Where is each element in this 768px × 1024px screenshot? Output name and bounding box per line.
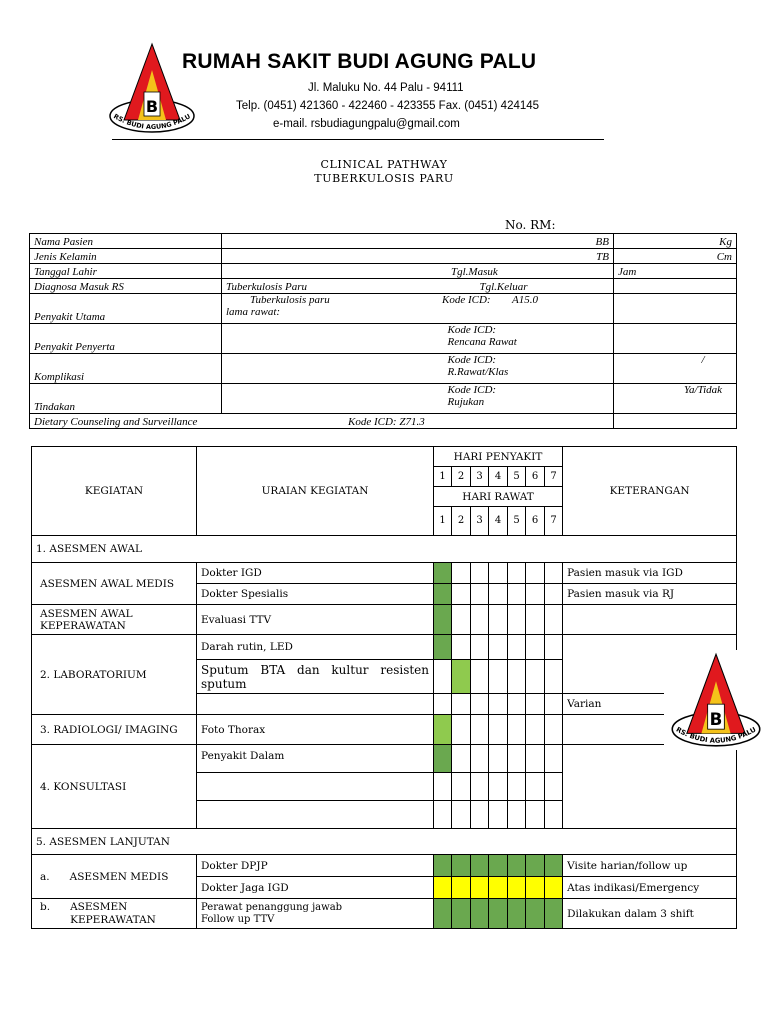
day-cell[interactable] — [545, 660, 563, 694]
hari-penyakit-6: 6 — [526, 467, 545, 487]
col-kegiatan: KEGIATAN — [32, 447, 197, 536]
hari-rawat-5: 5 — [508, 507, 526, 536]
dokter-igd-label: Dokter IGD — [197, 563, 434, 584]
hari-rawat-6: 6 — [526, 507, 545, 536]
day-cell[interactable] — [452, 563, 471, 584]
section-asesmen-lanjutan: 5. ASESMEN LANJUTAN — [32, 829, 737, 855]
day-cell[interactable] — [526, 584, 545, 605]
day-cell[interactable] — [545, 773, 563, 801]
cm-label: Cm — [614, 249, 737, 264]
day-cell[interactable] — [434, 877, 452, 899]
day-cell[interactable] — [526, 745, 545, 773]
day-cell[interactable] — [452, 855, 471, 877]
day-cell[interactable] — [545, 877, 563, 899]
document-title: CLINICAL PATHWAY — [320, 158, 448, 171]
jam-field[interactable]: Jam — [614, 264, 737, 279]
hari-rawat-3: 3 — [471, 507, 489, 536]
day-cell[interactable] — [526, 855, 545, 877]
day-cell[interactable] — [508, 801, 526, 829]
asesmen-awal-kep-label: ASESMEN AWAL KEPERAWATAN — [32, 605, 197, 635]
day-cell[interactable] — [471, 899, 489, 929]
day-cell[interactable] — [545, 715, 563, 745]
col-hari-penyakit: HARI PENYAKIT — [434, 447, 563, 467]
col-keterangan: KETERANGAN — [563, 447, 737, 536]
day-cell[interactable] — [526, 694, 545, 715]
section-asesmen-awal: 1. ASESMEN AWAL — [32, 536, 737, 563]
hari-rawat-2: 2 — [452, 507, 471, 536]
konsultasi-label: 4. KONSULTASI — [32, 745, 197, 829]
komplikasi-label: Komplikasi — [30, 354, 222, 384]
day-cell[interactable] — [489, 773, 508, 801]
day-cell[interactable] — [545, 635, 563, 660]
day-cell[interactable] — [489, 715, 508, 745]
day-cell[interactable] — [434, 715, 452, 745]
penyakit-penyerta-label: Penyakit Penyerta — [30, 324, 222, 354]
hospital-email: e-mail. rsbudiagungpalu@gmail.com — [273, 118, 460, 130]
day-cell[interactable] — [545, 855, 563, 877]
hospital-address: Jl. Maluku No. 44 Palu - 94111 — [308, 82, 464, 94]
keterangan-visite: Visite harian/follow up — [563, 855, 737, 877]
day-cell[interactable] — [508, 715, 526, 745]
dietary-extra[interactable] — [614, 414, 737, 429]
day-cell[interactable] — [471, 715, 489, 745]
penyakit-penyerta-field[interactable] — [222, 324, 422, 354]
tgl-keluar-field[interactable] — [614, 279, 737, 294]
hari-rawat-7: 7 — [545, 507, 563, 536]
day-cell[interactable] — [452, 584, 471, 605]
day-cell[interactable] — [489, 877, 508, 899]
hari-penyakit-5: 5 — [508, 467, 526, 487]
day-cell[interactable] — [545, 605, 563, 635]
dokter-spesialis-label: Dokter Spesialis — [197, 584, 434, 605]
day-cell[interactable] — [508, 694, 526, 715]
day-cell[interactable] — [452, 635, 471, 660]
day-cell[interactable] — [489, 694, 508, 715]
day-cell[interactable] — [489, 563, 508, 584]
day-cell[interactable] — [434, 584, 452, 605]
keterangan-rj: Pasien masuk via RJ — [563, 584, 737, 605]
day-cell[interactable] — [526, 773, 545, 801]
penyakit-dalam-label: Penyakit Dalam — [197, 745, 434, 773]
day-cell[interactable] — [489, 855, 508, 877]
evaluasi-ttv-label: Evaluasi TTV — [197, 605, 434, 635]
day-cell[interactable] — [489, 635, 508, 660]
dietary-row: Dietary Counseling and Surveillance Kode ICD: Z71.3 — [30, 414, 614, 429]
sputum-label: Sputum BTA dan kultur resisten sputum — [197, 660, 434, 694]
keterangan-konsultasi — [563, 745, 737, 829]
col-hari-rawat: HARI RAWAT — [434, 487, 563, 507]
header-divider — [112, 139, 604, 140]
day-cell[interactable] — [452, 715, 471, 745]
hari-rawat-1: 1 — [434, 507, 452, 536]
rencana-rawat-field[interactable]: Kode ICD: Rencana Rawat — [422, 324, 614, 354]
day-cell[interactable] — [508, 635, 526, 660]
penyakit-utama-extra[interactable] — [614, 294, 737, 324]
rujukan-field[interactable]: Kode ICD: Rujukan — [422, 384, 614, 414]
day-cell[interactable] — [452, 745, 471, 773]
day-cell[interactable] — [434, 801, 452, 829]
day-cell[interactable] — [545, 584, 563, 605]
hari-penyakit-3: 3 — [471, 467, 489, 487]
hospital-logo-secondary — [666, 650, 766, 750]
diagnosa-field[interactable]: Tuberkulosis Paru Tgl.Keluar — [222, 279, 614, 294]
keterangan-varian: Varian — [563, 694, 737, 715]
komplikasi-field[interactable] — [222, 354, 422, 384]
lab-empty-row[interactable] — [197, 694, 434, 715]
foto-thorax-label: Foto Thorax — [197, 715, 434, 745]
dokter-jaga-igd-label: Dokter Jaga IGD — [197, 877, 434, 899]
day-cell[interactable] — [508, 563, 526, 584]
dokter-dpjp-label: Dokter DPJP — [197, 855, 434, 877]
asesmen-keperawatan-label: b. ASESMEN KEPERAWATAN — [32, 899, 197, 929]
hari-penyakit-2: 2 — [452, 467, 471, 487]
no-rm-label: No. RM: — [505, 218, 556, 232]
jenis-kelamin-label: Jenis Kelamin — [30, 249, 222, 264]
day-cell[interactable] — [508, 660, 526, 694]
tgl-masuk-field[interactable]: Tgl.Masuk — [222, 264, 614, 279]
day-cell[interactable] — [545, 745, 563, 773]
day-cell[interactable] — [471, 563, 489, 584]
keterangan-igd: Pasien masuk via IGD — [563, 563, 737, 584]
svg-text:B: B — [145, 97, 159, 116]
day-cell[interactable] — [526, 899, 545, 929]
keterangan-3shift: Dilakukan dalam 3 shift — [563, 899, 737, 929]
hospital-phone: Telp. (0451) 421360 - 422460 - 423355 Fax. (0451) 424145 — [236, 100, 540, 112]
day-cell[interactable] — [471, 855, 489, 877]
day-cell[interactable] — [489, 584, 508, 605]
day-cell[interactable] — [434, 605, 452, 635]
day-cell[interactable] — [434, 855, 452, 877]
hari-penyakit-4: 4 — [489, 467, 508, 487]
laboratorium-label: 2. LABORATORIUM — [32, 635, 197, 715]
tanggal-lahir-label: Tanggal Lahir — [30, 264, 222, 279]
konsultasi-empty-row[interactable] — [197, 801, 434, 829]
day-cell[interactable] — [452, 773, 471, 801]
penyakit-utama-field[interactable]: Tuberkulosis paru lama rawat: Kode ICD: A15.0 — [222, 294, 614, 324]
diagnosa-masuk-label: Diagnosa Masuk RS — [30, 279, 222, 294]
asesmen-medis-label: a. ASESMEN MEDIS — [32, 855, 197, 899]
day-cell[interactable] — [545, 801, 563, 829]
day-cell[interactable] — [471, 801, 489, 829]
hari-penyakit-1: 1 — [434, 467, 452, 487]
day-cell[interactable] — [471, 635, 489, 660]
day-cell[interactable] — [471, 660, 489, 694]
ya-tidak-field[interactable]: Ya/Tidak — [614, 384, 737, 414]
svg-text:RS. BUDI AGUNG PALU: RS. BUDI AGUNG PALU — [674, 725, 758, 745]
day-cell[interactable] — [545, 563, 563, 584]
day-cell[interactable] — [489, 605, 508, 635]
day-cell[interactable] — [526, 605, 545, 635]
day-cell[interactable] — [452, 660, 471, 694]
penyakit-utama-label: Penyakit Utama — [30, 294, 222, 324]
hari-penyakit-7: 7 — [545, 467, 563, 487]
day-cell[interactable] — [545, 899, 563, 929]
kg-label: Kg — [614, 234, 737, 249]
svg-text:B: B — [709, 710, 723, 729]
day-cell[interactable] — [434, 899, 452, 929]
col-uraian: URAIAN KEGIATAN — [197, 447, 434, 536]
day-cell[interactable] — [452, 605, 471, 635]
day-cell[interactable] — [508, 877, 526, 899]
day-cell[interactable] — [508, 745, 526, 773]
day-cell[interactable] — [434, 745, 452, 773]
day-cell[interactable] — [434, 694, 452, 715]
day-cell[interactable] — [471, 584, 489, 605]
klas-field[interactable]: / — [614, 354, 737, 384]
day-cell[interactable] — [452, 877, 471, 899]
darah-rutin-label: Darah rutin, LED — [197, 635, 434, 660]
day-cell[interactable] — [471, 694, 489, 715]
day-cell[interactable] — [526, 877, 545, 899]
day-cell[interactable] — [489, 745, 508, 773]
svg-text:RS. BUDI AGUNG PALU: RS. BUDI AGUNG PALU — [112, 112, 192, 132]
pathway-table — [31, 446, 737, 929]
day-cell[interactable] — [434, 563, 452, 584]
keterangan-ttv — [563, 605, 737, 635]
day-cell[interactable] — [526, 660, 545, 694]
nama-pasien-label: Nama Pasien — [30, 234, 222, 249]
konsultasi-empty-row[interactable] — [197, 773, 434, 801]
tindakan-field[interactable] — [222, 384, 422, 414]
day-cell[interactable] — [452, 801, 471, 829]
rencana-rawat-extra[interactable] — [614, 324, 737, 354]
day-cell[interactable] — [434, 635, 452, 660]
day-cell[interactable] — [545, 694, 563, 715]
day-cell[interactable] — [508, 899, 526, 929]
nama-pasien-field[interactable]: BB — [222, 234, 614, 249]
perawat-pj-label: Perawat penanggung jawab Follow up TTV — [197, 899, 434, 929]
day-cell[interactable] — [489, 899, 508, 929]
day-cell[interactable] — [489, 801, 508, 829]
document-subtitle: TUBERKULOSIS PARU — [314, 172, 454, 185]
hospital-name: RUMAH SAKIT BUDI AGUNG PALU — [182, 50, 537, 73]
day-cell[interactable] — [452, 694, 471, 715]
keterangan-indikasi: Atas indikasi/Emergency — [563, 877, 737, 899]
day-cell[interactable] — [526, 715, 545, 745]
day-cell[interactable] — [508, 584, 526, 605]
day-cell[interactable] — [508, 773, 526, 801]
day-cell[interactable] — [471, 745, 489, 773]
tindakan-label: Tindakan — [30, 384, 222, 414]
day-cell[interactable] — [471, 773, 489, 801]
day-cell[interactable] — [508, 855, 526, 877]
asesmen-awal-medis-label: ASESMEN AWAL MEDIS — [32, 563, 197, 605]
day-cell[interactable] — [526, 801, 545, 829]
hari-rawat-4: 4 — [489, 507, 508, 536]
patient-info-table — [29, 233, 737, 429]
day-cell[interactable] — [471, 605, 489, 635]
day-cell[interactable] — [508, 605, 526, 635]
jenis-kelamin-field[interactable]: TB — [222, 249, 614, 264]
day-cell[interactable] — [434, 660, 452, 694]
day-cell[interactable] — [434, 773, 452, 801]
day-cell[interactable] — [452, 899, 471, 929]
r-rawat-klas-field[interactable]: Kode ICD: R.Rawat/Klas — [422, 354, 614, 384]
day-cell[interactable] — [526, 563, 545, 584]
day-cell[interactable] — [489, 660, 508, 694]
day-cell[interactable] — [526, 635, 545, 660]
day-cell[interactable] — [471, 877, 489, 899]
radiologi-label: 3. RADIOLOGI/ IMAGING — [32, 715, 197, 745]
